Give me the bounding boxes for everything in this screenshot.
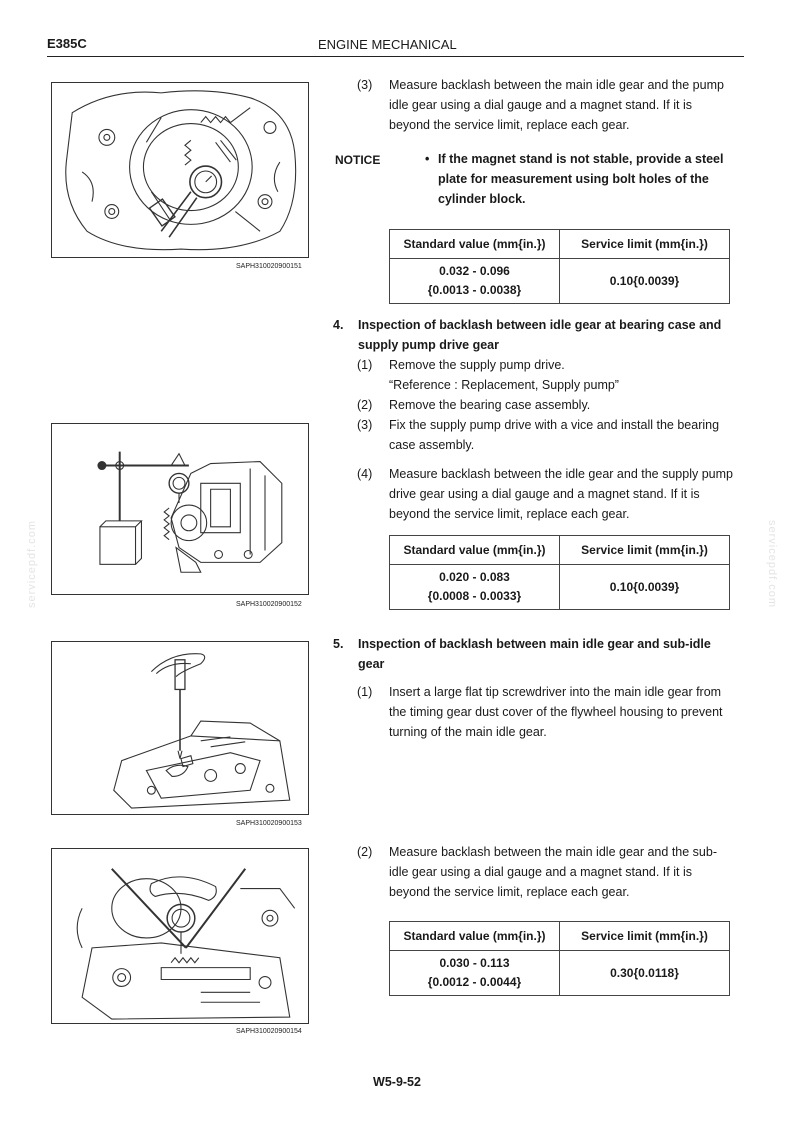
section-title: Inspection of backlash between main idle gear and sub-idle gear (358, 637, 711, 671)
standard-value-in: {0.0008 - 0.0033} (427, 589, 522, 603)
spec-table-main-pump-idle (389, 229, 730, 304)
spec-table-main-sub-idle (389, 921, 730, 996)
step-measure-idle-supply-pump (357, 464, 737, 526)
figure-code-1: SAPH310020900151 (236, 263, 302, 270)
step-measure-main-pump-idle (357, 75, 737, 137)
step-text: Fix the supply pump drive with a vice and install the bearing case assembly. (389, 418, 720, 452)
header-divider (47, 56, 744, 57)
engine-gear-illustration-1 (52, 83, 308, 257)
standard-value-cell (390, 259, 560, 304)
figure-screwdriver-flywheel-housing (51, 641, 309, 815)
section-4-heading (333, 315, 733, 355)
step-text: Remove the bearing case assembly. (389, 398, 591, 412)
header-model: E385C (47, 36, 87, 51)
step-text (389, 355, 734, 395)
service-limit-cell: 0.30{0.0118} (560, 951, 730, 996)
screwdriver-illustration (52, 642, 308, 814)
step-reference: “Reference : Replacement, Supply pump” (389, 378, 619, 392)
bullet-icon: • (425, 152, 430, 166)
table-header-limit: Service limit (mm{in.}) (560, 536, 730, 565)
watermark-right: servicepdf.com (765, 520, 778, 608)
service-limit-cell: 0.10{0.0039} (560, 259, 730, 304)
standard-value-cell (390, 565, 560, 610)
step-number: (2) (357, 398, 373, 412)
step-remove-supply-pump-drive (357, 355, 737, 395)
service-limit-cell: 0.10{0.0039} (560, 565, 730, 610)
step-number: (3) (357, 418, 373, 432)
table-header-limit: Service limit (mm{in.}) (560, 230, 730, 259)
spec-table-idle-supply-pump (389, 535, 730, 610)
notice-body (425, 149, 730, 209)
step-number: (1) (357, 358, 373, 372)
section-title: Inspection of backlash between idle gear at bearing case and supply pump drive gear (358, 318, 722, 352)
table-header-standard: Standard value (mm{in.}) (390, 230, 560, 259)
figure-code-4: SAPH310020900154 (236, 1028, 302, 1035)
section-number: 5. (333, 637, 344, 651)
figure-main-idle-gear-dial-gauge (51, 82, 309, 258)
sub-idle-gear-illustration (52, 849, 308, 1023)
figure-code-2: SAPH310020900152 (236, 601, 302, 608)
standard-value-mm: 0.030 - 0.113 (439, 956, 510, 970)
step-text: Measure backlash between the main idle gear and the sub-idle gear using a dial gauge and a magnet stand. If it is beyond the service limit, replace each gear. (389, 845, 717, 899)
watermark-left: servicepdf.com (25, 520, 38, 608)
step-number: (2) (357, 845, 373, 859)
table-header-standard: Standard value (mm{in.}) (390, 922, 560, 951)
standard-value-mm: 0.020 - 0.083 (439, 570, 510, 584)
notice-label: NOTICE (335, 153, 381, 167)
magnet-stand-illustration (52, 424, 308, 594)
section-5-heading (333, 634, 733, 674)
step-number: (4) (357, 467, 373, 481)
standard-value-in: {0.0013 - 0.0038} (427, 283, 522, 297)
step-remove-bearing-case (357, 395, 737, 415)
step-main-text: Remove the supply pump drive. (389, 358, 565, 372)
standard-value-cell (390, 951, 560, 996)
step-text: Measure backlash between the idle gear and the supply pump drive gear using a dial gauge and a magnet stand. If it is beyond the service limit, replace each gear. (389, 467, 733, 521)
table-header-limit: Service limit (mm{in.}) (560, 922, 730, 951)
step-number: (1) (357, 685, 373, 699)
figure-bearing-case-dial-gauge (51, 423, 309, 595)
page-number: W5-9-52 (373, 1075, 421, 1089)
step-number: (3) (357, 78, 373, 92)
standard-value-in: {0.0012 - 0.0044} (427, 975, 522, 989)
section-number: 4. (333, 318, 344, 332)
table-header-standard: Standard value (mm{in.}) (390, 536, 560, 565)
step-text: Measure backlash between the main idle gear and the pump idle gear using a dial gauge and a magnet stand. If it is beyond the service limit, replace each gear. (389, 78, 724, 132)
step-measure-main-sub-idle (357, 842, 737, 904)
figure-code-3: SAPH310020900153 (236, 820, 302, 827)
step-text: Insert a large flat tip screwdriver into the main idle gear from the timing gear dust cover of the flywheel housing to prevent turning of the main idle gear. (389, 685, 723, 739)
step-fix-supply-pump-drive (357, 415, 737, 455)
step-insert-screwdriver (357, 682, 737, 744)
standard-value-mm: 0.032 - 0.096 (439, 264, 510, 278)
header-section-title: ENGINE MECHANICAL (318, 37, 457, 52)
notice-text: If the magnet stand is not stable, provide a steel plate for measurement using bolt holes of the cylinder block. (438, 152, 724, 206)
figure-main-sub-idle-dial-gauge (51, 848, 309, 1024)
